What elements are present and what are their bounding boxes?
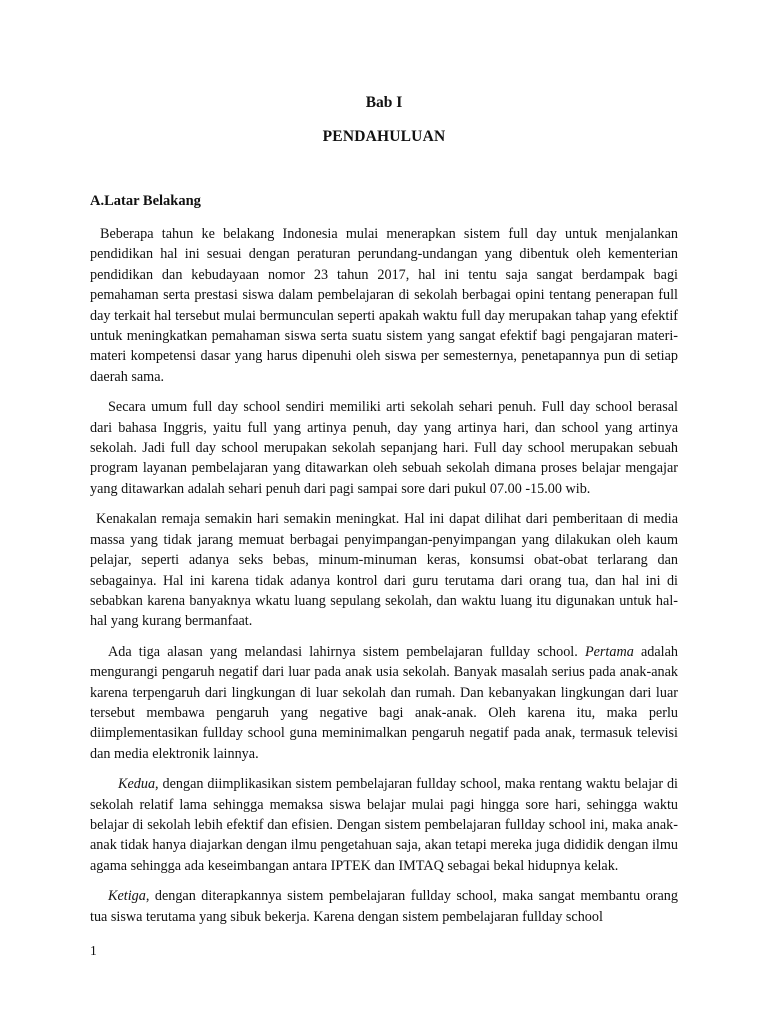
paragraph-5-emphasis: Kedua <box>118 776 156 793</box>
paragraph-2: Secara umum full day school sendiri memiliki arti sekolah sehari penuh. Full day school berasal dari bahasa Inggris, yaitu full yang artinya penuh, day yang artinya hari, dan school yang artinya sekolah. Jadi full day school merupakan sekolah sepanjang hari. Full day school merupakan sebuah program layanan pembelajaran yang ditawarkan oleh sebuah sekolah dimana proses belajar mengajar yang ditawarkan adalah sehari penuh dari pagi sampai sore dari pukul 07.00 -15.00 wib. <box>90 399 678 497</box>
paragraph-6-rest: , dengan diterapkannya sistem pembelajaran fullday school, maka sangat membantu orang tua siswa terutama yang sibuk bekerja. Karena dengan sistem pembelajaran fullday school <box>90 888 678 925</box>
paragraph-4 <box>90 642 678 764</box>
paragraph-5 <box>90 774 678 876</box>
body-text <box>90 224 678 937</box>
paragraph-1: Beberapa tahun ke belakang Indonesia mulai menerapkan sistem full day untuk menjalankan pendidikan hal ini sesuai dengan peraturan perundang-undangan yang dibentuk oleh kementerian pendidikan dan kebudayaan nomor 23 tahun 2017, hal ini tentu saja sangat berdampak bagi pemahaman serta prestasi siswa dalam pembelajaran di sekolah berbagai opini tentang penerapan full day terkait hal tersebut mulai bermunculan seperti apakah waktu full day merupakan tahap yang efektif untuk meningkatkan pemahaman siswa serta suatu sistem yang sangat efektif bagi pengajaran materi-materi kompetensi dasar yang harus dipenuhi oleh siswa per semesternya, penetapannya pun di setiap daerah sama. <box>90 226 678 385</box>
paragraph-5-rest: , dengan diimplikasikan sistem pembelajaran fullday school, maka rentang waktu belajar di sekolah relatif lama sehingga memaksa siswa belajar mulai pagi hingga sore hari, sehingga waktu belajar di sekolah lebih efektif dan efisien. Dengan sistem pembelajaran fullday school ini, maka anak-anak tidak hanya diajarkan dengan ilmu pengetahuan saja, akan tetapi mereka juga dididik dengan ilmu agama sehingga ada keseimbangan antara IPTEK dan IMTAQ sebagai bekal hidupnya kelak. <box>90 776 678 874</box>
paragraph-6 <box>90 886 678 927</box>
chapter-number: Bab I <box>365 94 403 111</box>
paragraph-4-emphasis: Pertama <box>584 643 634 660</box>
paragraph-4-lead: Ada tiga alasan yang melandasi lahirnya sistem pembelajaran fullday school. <box>108 643 585 660</box>
paragraph-6-emphasis: Ketiga <box>108 888 146 905</box>
page-number: 1 <box>90 943 97 958</box>
paragraph-4-rest: adalah mengurangi pengaruh negatif dari luar pada anak usia sekolah. Banyak masalah serius pada anak-anak karena terpengaruh dari lingkungan di luar sekolah dan rumah. Dan kebanyakan lingkungan dari luar tersebut membawa pengaruh yang negative bagi anak-anak. Oleh karena itu, maka perlu diimplementasikan fullday school guna meminimalkan pengaruh negatif pada anak, termasuk televisi dan media elektronik lainnya. <box>90 643 678 762</box>
paragraph-3: Kenakalan remaja semakin hari semakin meningkat. Hal ini dapat dilihat dari pemberitaan di media massa yang tidak jarang memuat berbagai penyimpangan-penyimpangan yang dilakukan oleh kaum pelajar, seperti adanya seks bebas, minum-minuman keras, konsumsi obat-obat terlarang dan sebagainya. Hal ini karena tidak adanya kontrol dari guru terutama dari orang tua, dan hal ini di sebabkan karena banyaknya wkatu luang sepulang sekolah, dan waktu luang itu digunakan untuk hal-hal yang kurang bermanfaat. <box>90 511 678 630</box>
section-heading: A.Latar Belakang <box>90 193 201 209</box>
chapter-title: PENDAHULUAN <box>322 128 446 145</box>
